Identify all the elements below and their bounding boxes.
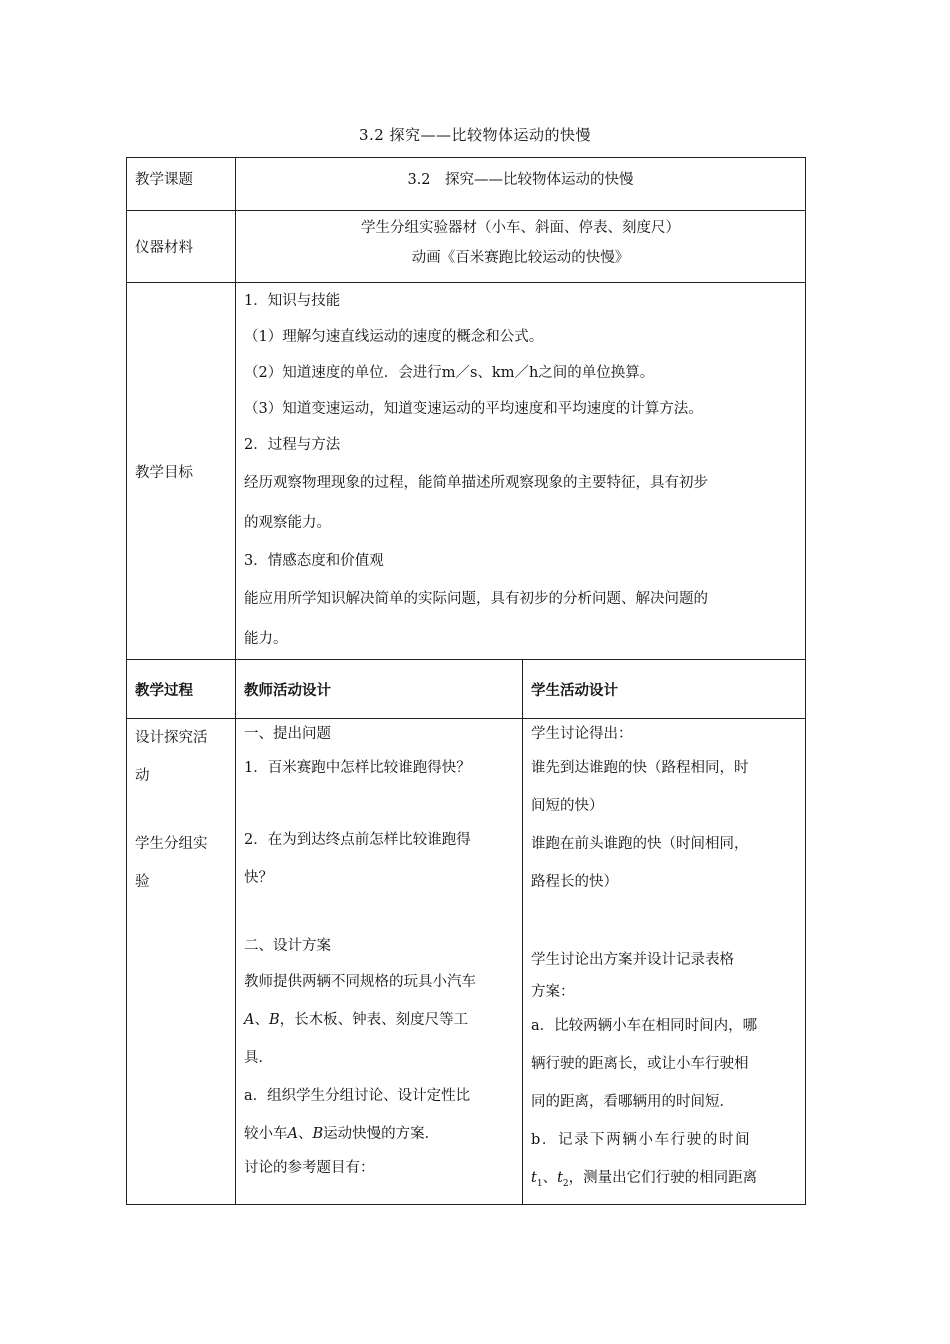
process-col1-line-2: 动	[135, 768, 150, 784]
student-plan-b-rest: ，测量出它们行驶的相同距离	[568, 1170, 758, 1186]
goal-line-9: 能应用所学知识解决简单的实际问题，具有初步的分析问题、解决问题的	[244, 591, 708, 607]
process-col1-line-1: 设计探究活	[135, 730, 208, 746]
teacher-plan-line-2	[244, 1001, 514, 1039]
goal-line-3: （2）知道速度的单位．会进行m／s、km／h之间的单位换算。	[244, 365, 655, 381]
time-t1-subscript: 1	[536, 1178, 543, 1189]
materials-line-1: 学生分组实验器材（小车、斜面、停表、刻度尺）	[361, 220, 680, 236]
row-goals	[127, 283, 806, 660]
teacher-plan-a-line-1: a．组织学生分组讨论、设计定性比	[244, 1088, 471, 1104]
time-sep: 、	[542, 1170, 558, 1186]
row-topic	[127, 158, 806, 211]
car-b-label-2: B	[312, 1126, 324, 1142]
teacher-plan-a-sep: 、	[297, 1126, 313, 1142]
car-b-label: B	[268, 1012, 280, 1028]
goal-line-5: 2．过程与方法	[244, 437, 341, 453]
lesson-plan-table	[126, 157, 806, 1205]
goal-line-8: 3．情感态度和价值观	[244, 553, 384, 569]
goal-line-4: （3）知道变速运动，知道变速运动的平均速度和平均速度的计算方法。	[244, 401, 703, 417]
time-t2-symbol: t	[557, 1170, 563, 1186]
student-activity	[523, 719, 806, 1205]
materials-value	[236, 211, 806, 283]
student-intro: 学生讨论得出：	[531, 726, 633, 742]
teacher-section-1-title: 一、提出问题	[244, 726, 331, 742]
student-plan-label: 方案：	[531, 984, 575, 1000]
time-t2-subscript: 2	[562, 1178, 569, 1189]
teacher-plan-a-line-2	[244, 1115, 514, 1153]
document-title: 3.2 探究——比较物体运动的快慢	[358, 126, 592, 144]
student-answer-2-line-1: 谁跑在前头谁跑的快（时间相同，	[531, 836, 749, 852]
car-a-label: A	[244, 1012, 255, 1028]
process-col1-line-3: 学生分组实	[135, 836, 208, 852]
student-plan-a-line-2: 辆行驶的距离长，或让小车行驶相	[531, 1056, 749, 1072]
goals-label-text: 教学目标	[135, 464, 193, 481]
goal-line-1: 1．知识与技能	[244, 293, 341, 309]
goal-line-6: 经历观察物理现象的过程，能简单描述所观察现象的主要特征，具有初步	[244, 475, 708, 491]
goal-line-7: 的观察能力。	[244, 515, 331, 531]
topic-label: 教学课题	[127, 158, 236, 211]
materials-line-2: 动画《百米赛跑比较运动的快慢》	[411, 250, 630, 266]
goal-line-2: （1）理解匀速直线运动的速度的概念和公式。	[244, 329, 544, 345]
teacher-question-1: 1．百米赛跑中怎样比较谁跑得快？	[244, 760, 471, 776]
teacher-plan-line-3: 具．	[244, 1050, 273, 1066]
teacher-plan-a-rest: 运动快慢的方案．	[323, 1126, 440, 1142]
student-plan-b-line-2	[531, 1159, 797, 1203]
goal-line-10: 能力。	[244, 631, 288, 647]
teacher-section-2-title: 二、设计方案	[244, 938, 331, 954]
student-plan-a-line-3: 同的距离，看哪辆用的时间短．	[531, 1094, 734, 1110]
student-plan-b-line-1: b．记录下两辆小车行驶的时间	[531, 1132, 752, 1148]
process-header-col1-text: 教学过程	[135, 681, 193, 699]
process-col1	[127, 719, 236, 1205]
teacher-question-2-line-1: 2．在为到达终点前怎样比较谁跑得	[244, 832, 471, 848]
teacher-plan-sep: 、	[254, 1012, 269, 1028]
row-process-header	[127, 660, 806, 719]
car-a-label-2: A	[287, 1126, 298, 1142]
student-plan-a-line-1: a．比较两辆小车在相同时间内，哪	[531, 1018, 758, 1034]
student-answer-1-line-1: 谁先到达谁跑的快（路程相同，时	[531, 760, 749, 776]
process-header-col2-text: 教师活动设计	[244, 681, 331, 699]
student-plan-intro: 学生讨论出方案并设计记录表格	[531, 952, 734, 968]
row-process	[127, 719, 806, 1205]
process-header-col1	[127, 660, 236, 719]
process-header-col3	[523, 660, 806, 719]
teacher-reference-topics: 讨论的参考题目有：	[244, 1160, 375, 1176]
process-col1-line-4: 验	[135, 874, 150, 890]
topic-value: 3.2 探究——比较物体运动的快慢	[236, 158, 806, 211]
materials-label	[127, 211, 236, 283]
teacher-plan-a-prefix: 较小车	[244, 1126, 288, 1142]
teacher-activity	[236, 719, 523, 1205]
student-answer-1-line-2: 间短的快）	[531, 798, 604, 814]
goals-content	[236, 283, 806, 660]
materials-label-text: 仪器材料	[135, 240, 193, 256]
row-materials	[127, 211, 806, 283]
process-header-col2	[236, 660, 523, 719]
student-answer-2-line-2: 路程长的快）	[531, 874, 618, 890]
goals-label	[127, 283, 236, 660]
time-t1-symbol: t	[531, 1170, 537, 1186]
teacher-plan-line-1: 教师提供两辆不同规格的玩具小汽车	[244, 974, 476, 990]
teacher-question-2-line-2: 快？	[244, 870, 273, 886]
process-header-col3-text: 学生活动设计	[531, 681, 618, 699]
teacher-plan-line-2-rest: ，长木板、钟表、刻度尺等工	[279, 1012, 469, 1028]
